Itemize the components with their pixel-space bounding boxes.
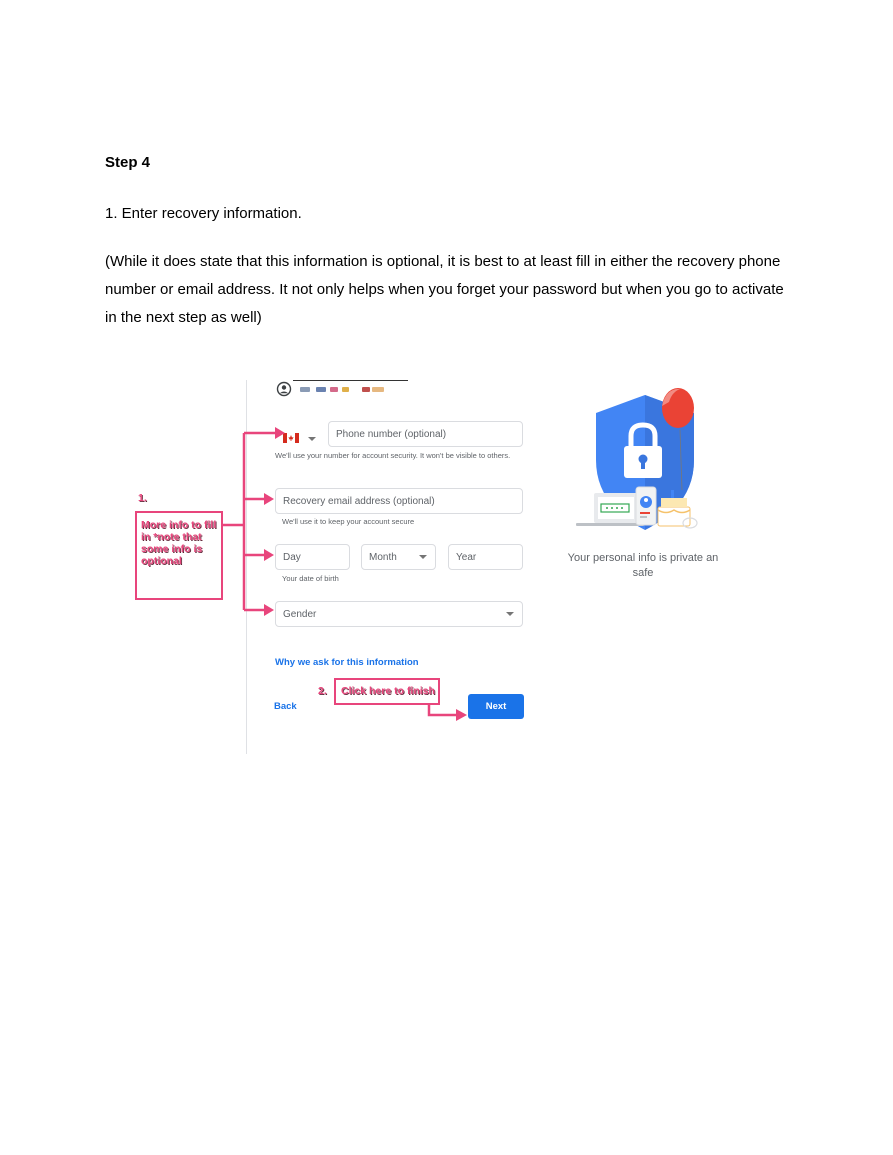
recovery-email-helper: We'll use it to keep your account secure <box>282 517 415 526</box>
note-paragraph: (While it does state that this information is optional, it is best to at least fill in either the recovery phone number or email address. It not only helps when you forget your password but when you go to activate in the next step as well) <box>105 253 784 326</box>
month-placeholder: Month <box>369 551 397 563</box>
annotation-2-number: 2. <box>318 685 327 697</box>
instruction-text: 1. Enter recovery information. <box>105 205 302 222</box>
phone-helper-text: We'll use your number for account security. It won't be visible to others. <box>275 451 511 460</box>
illustration-caption: Your personal info is private an safe <box>567 552 719 579</box>
recovery-email-placeholder: Recovery email address (optional) <box>283 495 435 507</box>
annotation-1-text: More info to fill in *note that some info is optional <box>141 519 217 567</box>
dob-helper-text: Your date of birth <box>282 574 339 583</box>
phone-placeholder: Phone number (optional) <box>336 428 447 440</box>
annotation-1-number: 1. <box>138 492 147 504</box>
privacy-illustration <box>570 380 710 540</box>
next-button[interactable]: Next <box>468 694 524 719</box>
back-button[interactable]: Back <box>274 701 297 712</box>
day-placeholder: Day <box>283 551 301 563</box>
step-title: Step 4 <box>105 154 151 171</box>
signup-screenshot <box>120 370 720 760</box>
year-placeholder: Year <box>456 551 477 563</box>
why-we-ask-link[interactable]: Why we ask for this information <box>275 657 419 668</box>
gender-placeholder: Gender <box>283 608 317 620</box>
balloon-icon <box>662 388 694 428</box>
annotation-2-text: Click here to finish <box>341 685 435 697</box>
